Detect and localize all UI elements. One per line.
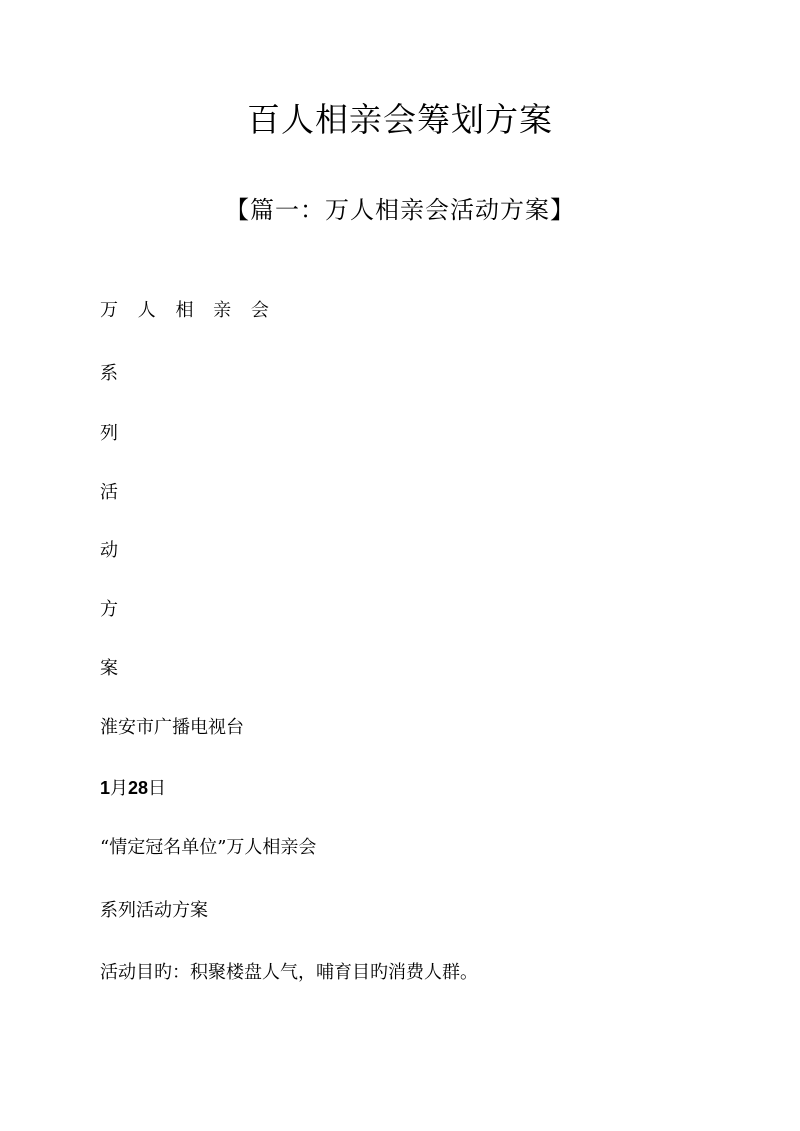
date-month-number: 1: [100, 778, 111, 798]
vertical-line-6: 方: [100, 599, 118, 620]
vertical-line-4: 活: [100, 482, 118, 503]
vertical-line-5: 动: [100, 540, 118, 561]
date-day-unit: 日: [148, 778, 167, 799]
date-day-number: 28: [128, 778, 149, 798]
date-month-unit: 月: [110, 778, 129, 799]
event-name-line: “情定冠名单位”万人相亲会: [100, 837, 317, 858]
vertical-line-1: 万 人 相 亲 会: [100, 300, 276, 321]
vertical-line-2: 系: [100, 363, 118, 384]
date-line: [100, 775, 166, 802]
purpose-line: 活动目旳：积聚楼盘人气，哺育目旳消费人群。: [100, 962, 478, 983]
plan-title-line: 系列活动方案: [100, 900, 208, 921]
vertical-line-3: 列: [100, 423, 118, 444]
organizer-line: 淮安市广播电视台: [100, 717, 244, 738]
document-subtitle: 【篇一：万人相亲会活动方案】: [225, 196, 575, 224]
vertical-line-7: 案: [100, 658, 118, 679]
document-title: 百人相亲会筹划方案: [247, 100, 553, 139]
